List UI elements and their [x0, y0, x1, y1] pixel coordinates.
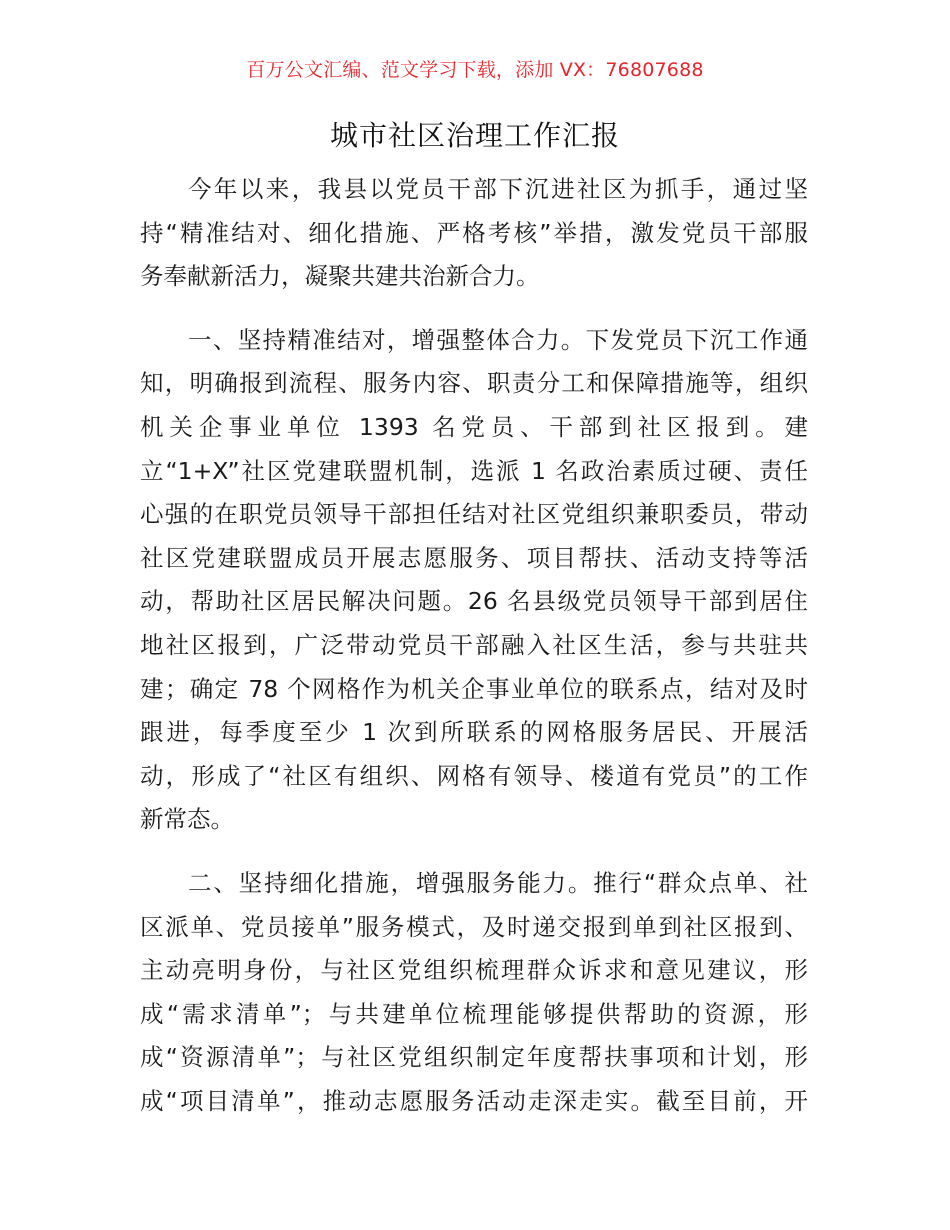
text-line: 知，明确报到流程、服务内容、职责分工和保障措施等，组织	[140, 369, 808, 398]
text-line: 立“1+X”社区党建联盟机制，选派 1 名政治素质过硬、责任	[140, 456, 808, 485]
text-line: 新常态。	[140, 805, 234, 834]
text-line: 区派单、党员接单”服务模式，及时递交报到单到社区报到、	[140, 912, 808, 941]
text-line: 一、坚持精准结对，增强整体合力。下发党员下沉工作通	[188, 325, 808, 354]
text-line: 持“精准结对、细化措施、严格考核”举措，激发党员干部服	[140, 218, 808, 247]
text-line: 成“需求清单”；与共建单位梳理能够提供帮助的资源，形	[140, 999, 808, 1028]
text-line: 社区党建联盟成员开展志愿服务、项目帮扶、活动支持等活	[140, 543, 808, 572]
paragraph-gap	[140, 299, 808, 319]
paragraph-section-1	[140, 319, 808, 842]
document-title: 城市社区治理工作汇报	[329, 119, 620, 152]
paragraph-intro	[140, 168, 808, 299]
text-line: 建；确定 78 个网格作为机关企事业单位的联系点，结对及时	[140, 674, 808, 703]
text-line: 今年以来，我县以党员干部下沉进社区为抓手，通过坚	[188, 175, 808, 203]
document-body	[140, 168, 808, 1123]
text-line: 地社区报到，广泛带动党员干部融入社区生活，参与共驻共	[140, 630, 808, 659]
text-line: 心强的在职党员领导干部担任结对社区党组织兼职委员，带动	[140, 500, 808, 529]
text-line: 动，形成了“社区有组织、网格有领导、楼道有党员”的工作	[140, 761, 808, 790]
text-line: 主动亮明身份，与社区党组织梳理群众诉求和意见建议，形	[140, 956, 808, 985]
download-watermark: 百万公文汇编、范文学习下载，添加 VX：76807688	[246, 59, 704, 81]
text-line: 成“项目清单”，推动志愿服务活动走深走实。截至目前，开	[140, 1086, 808, 1115]
paragraph-section-2	[140, 862, 808, 1124]
text-line: 机关企事业单位 1393 名党员、干部到社区报到。建	[140, 412, 808, 441]
text-line: 跟进，每季度至少 1 次到所联系的网格服务居民、开展活	[140, 718, 808, 747]
paragraph-gap	[140, 842, 808, 862]
text-line: 成“资源清单”；与社区党组织制定年度帮扶事项和计划，形	[140, 1043, 808, 1072]
text-line: 动，帮助社区居民解决问题。26 名县级党员领导干部到居住	[140, 587, 808, 616]
text-line: 务奉献新活力，凝聚共建共治新合力。	[140, 262, 540, 291]
text-line: 二、坚持细化措施，增强服务能力。推行“群众点单、社	[188, 868, 808, 897]
